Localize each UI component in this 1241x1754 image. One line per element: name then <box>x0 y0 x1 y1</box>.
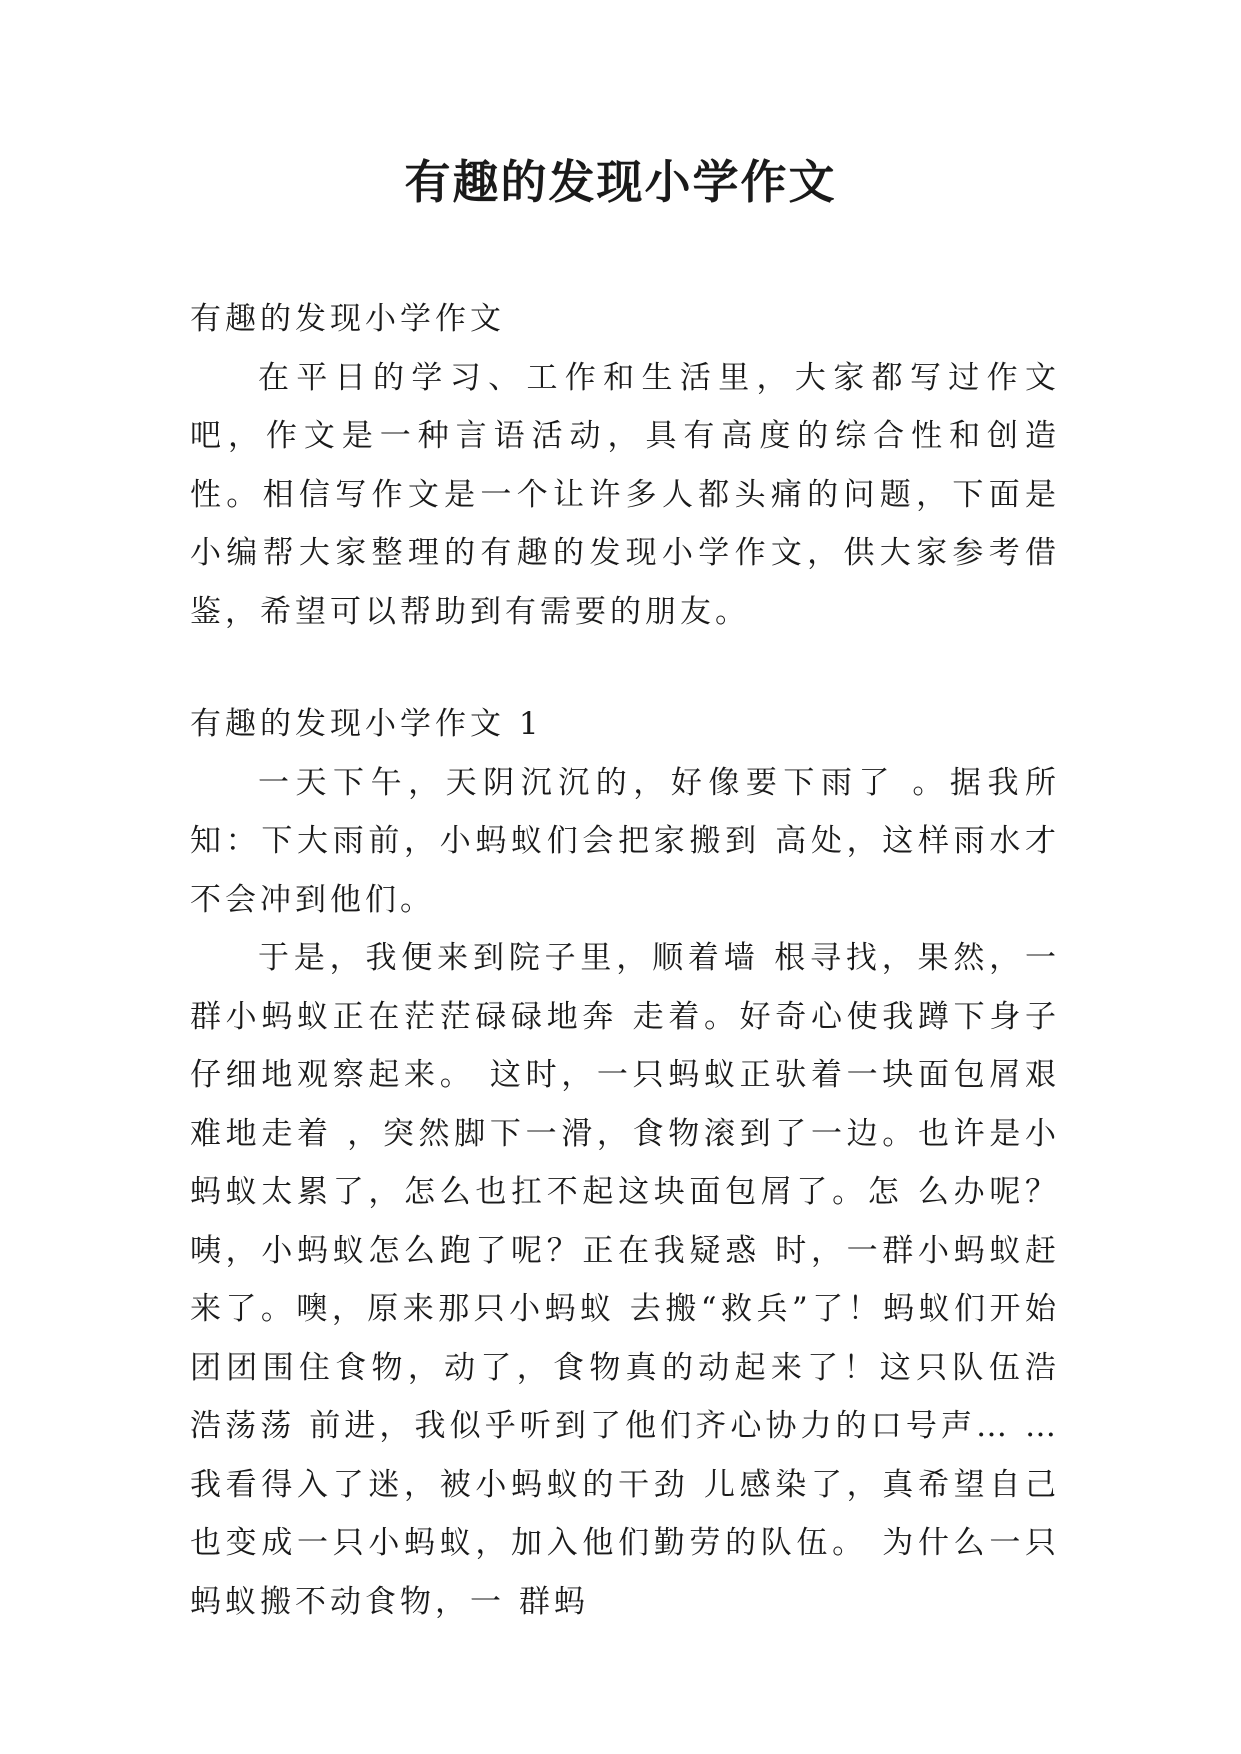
essay-paragraph: 一天下午，天阴沉沉的，好像要下雨了 。据我所知：下大雨前，小蚂蚁们会把家搬到 高处，这样雨水才不会冲到他们。 <box>190 764 1060 918</box>
essay-section <box>190 695 1060 1631</box>
essay-heading: 有趣的发现小学作文 1 <box>190 706 543 742</box>
intro-heading: 有趣的发现小学作文 <box>190 301 505 337</box>
document-title: 有趣的发现小学作文 <box>404 155 837 209</box>
essay-paragraph: 于是，我便来到院子里，顺着墙 根寻找，果然，一群小蚂蚁正在茫茫碌碌地奔 走着。好奇心使我蹲下身子仔细地观察起来。 这时，一只蚂蚁正驮着一块面包屑艰难地走着 ，突然脚下一滑，食物滚到了一边。也许是小 蚂蚁太累了，怎么也扛不起这块面包屑了。怎 么办呢？咦，小蚂蚁怎么跑了呢？正在我疑惑 时，一群小蚂蚁赶来了。噢，原来那只小蚂蚁 去搬“救兵”了！蚂蚁们开始团团围住食物，动了，食物真的动起来了！这只队伍浩浩荡荡 前进，我似乎听到了他们齐心协力的口号声… … 我看得入了迷，被小蚂蚁的干劲 儿感染了，真希望自己也变成一只小蚂蚁，加入他们勤劳的队伍。 为什么一只蚂蚁搬不动食物，一 群蚂 <box>190 940 1060 1620</box>
intro-section <box>190 290 1060 641</box>
intro-paragraph: 在平日的学习、工作和生活里，大家都写过作文吧，作文是一种言语活动，具有高度的综合性和创造性。相信写作文是一个让许多人都头痛的问题，下面是小编帮大家整理的有趣的发现小学作文，供大家参考借鉴，希望可以帮助到有需要的朋友。 <box>190 359 1060 630</box>
